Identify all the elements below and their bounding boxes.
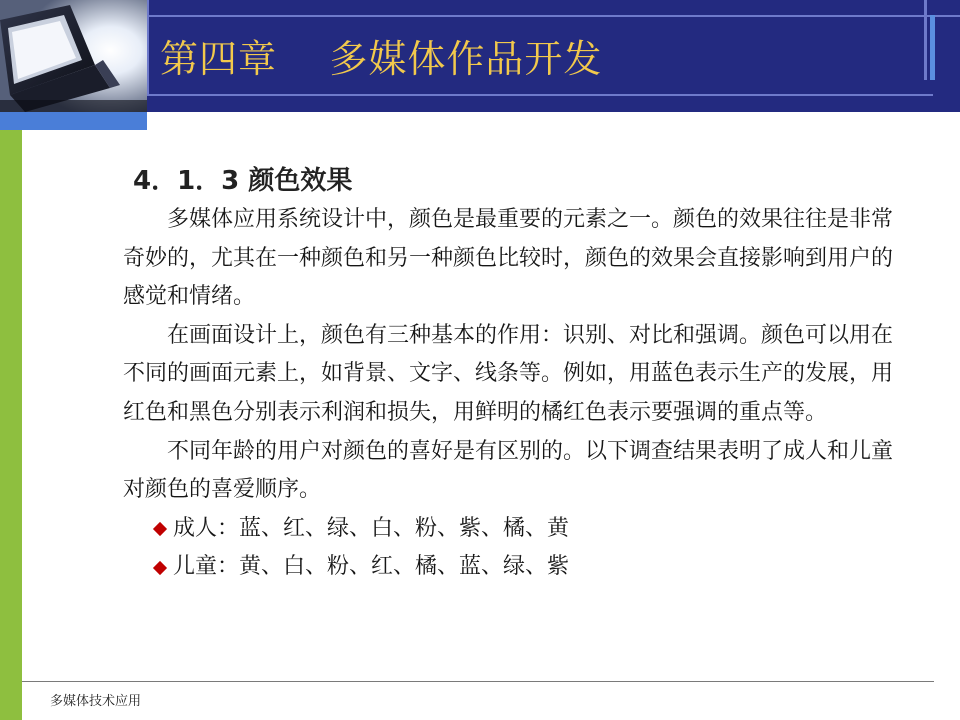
slide-body [123,160,893,587]
bullet-item-children [155,548,893,587]
section-heading: 4．1．3 颜色效果 [133,166,353,196]
header-divider-top [147,15,960,17]
diamond-bullet-icon [153,561,167,575]
header-divider-bottom [147,94,933,96]
footer-divider [22,681,934,682]
slide-header [0,0,960,112]
green-side-bar [0,130,22,720]
paragraph: 不同年龄的用户对颜色的喜好是有区别的。以下调查结果表明了成人和儿童对颜色的喜爱顺序。 [123,438,894,503]
bullet-text: 成人：蓝、红、绿、白、粉、紫、橘、黄 [173,515,570,541]
diamond-bullet-icon [153,522,167,536]
header-divider-left [147,0,149,96]
header-accent-bar [930,15,935,80]
footer-text: 多媒体技术应用 [50,694,142,709]
header-accent-line [924,0,927,80]
bullet-text: 儿童：黄、白、粉、红、橘、蓝、绿、紫 [173,554,570,580]
blue-accent-strip [0,112,147,130]
bullet-item-adults [155,510,893,549]
paragraph: 多媒体应用系统设计中，颜色是最重要的元素之一。颜色的效果往往是非常奇妙的，尤其在一种颜色和另一种颜色比较时，颜色的效果会直接影响到用户的感觉和情绪。 [123,207,894,310]
slide-title: 第四章 多媒体作品开发 [160,37,603,81]
computer-monitor-image [0,0,147,112]
paragraph: 在画面设计上，颜色有三种基本的作用：识别、对比和强调。颜色可以用在不同的画面元素上，如背景、文字、线条等。例如，用蓝色表示生产的发展，用红色和黑色分别表示利润和损失，用鲜明的橘红色表示要强调的重点等。 [123,322,894,425]
